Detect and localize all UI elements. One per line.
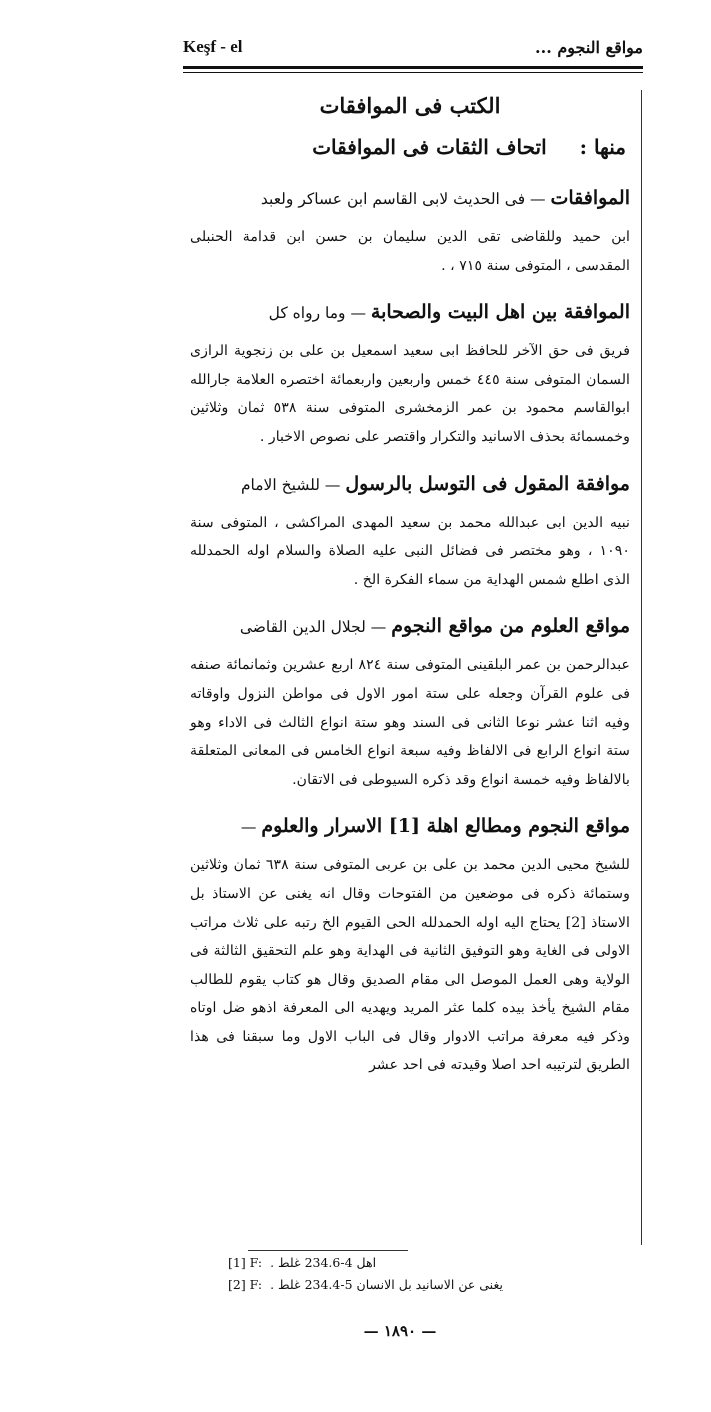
main-text (190, 84, 630, 1092)
footnote-marker: [2] F: (228, 1277, 263, 1292)
entry-title: مواقع النجوم ومطالع اهلة [1] الاسرار والعلوم (261, 815, 630, 838)
entry-title: الموافقة بين اهل البيت والصحابة (370, 301, 630, 324)
entry-title: الموافقات (550, 187, 630, 209)
entry (190, 464, 630, 595)
header-rule-thick (183, 66, 643, 69)
margin-rule (641, 90, 642, 1245)
entry-separator: — (525, 190, 551, 208)
subtitle-text: اتحاف الثقات فى الموافقات (312, 135, 547, 159)
entry-body: عبدالرحمن بن عمر البلقينى المتوفى سنة ٨٢٤ اربع عشرين وثمانمائة صنفه فى علوم القرآن وجعله على ستة امور الاول فى مواطن النزول واوقاته وفيه اثنا عشر نوعا الثانى فى السند وهو ستة انواع الثالث فى الاداء وهو ستة انواع الرابع فى الالفاظ وفيه سبعة انواع الخامس فى المعانى المتعلقة بالالفاظ وفيه خمسة انواع وقد ذكره السيوطى فى الاتقان. (190, 657, 630, 788)
entry (190, 806, 630, 1080)
entry-title: موافقة المقول فى التوسل بالرسول (345, 472, 630, 495)
footnote-text: اهل 4-234.6 غلط . (270, 1255, 377, 1270)
entry-title: مواقع العلوم من مواقع النجوم (391, 615, 630, 638)
page-number: — ١٨٩٠ — (363, 1322, 437, 1340)
entry-heading (190, 292, 630, 333)
header-left-text: Keşf - el (183, 37, 243, 56)
entry (190, 292, 630, 451)
footnote (228, 1252, 428, 1274)
entry-body: نبيه الدين ابى عبدالله محمد بن سعيد المهدى المراكشى ، المتوفى سنة ١٠٩٠ ، وهو مختصر فى فضائل النبى عليه الصلاة والسلام اوله الحمدلله الذى اطلع شمس الهداية من سماء الفكرة الخ . (190, 514, 630, 588)
entry-body: فريق فى حق الآخر للحافظ ابى سعيد اسمعيل بن على بن زنجوية الرازى السمان المتوفى سنة ٤٤٥ خمس واربعين واربعمائة اختصره العلامة جارالله ابوالقاسم محمود بن عمر الزمخشرى المتوفى سنة ٥٣٨ ثمان وثلاثين وخمسمائة بحذف الاسانيد والتكرار واقتصر على نصوص الاخبار . (190, 343, 630, 445)
header-right-text: مواقع النجوم ... (535, 37, 643, 57)
section-title: الكتب فى الموافقات (319, 93, 501, 118)
entry-separator: — (240, 818, 262, 837)
entry-heading (190, 464, 630, 505)
subtitle-label: منها : (579, 135, 626, 159)
footnote-text: يغنى عن الاسانيد بل الانسان 5-234.4 غلط . (270, 1277, 503, 1292)
entry-lead: وما رواه كل (268, 304, 346, 323)
footnotes (228, 1252, 503, 1296)
section-subtitle (190, 128, 630, 166)
footnote-marker: [1] F: (228, 1255, 263, 1270)
entry (190, 178, 630, 280)
entry-lead: للشيخ الامام (240, 475, 320, 494)
entry-heading (190, 606, 630, 647)
entry-body: للشيخ محيى الدين محمد بن على بن عربى المتوفى سنة ٦٣٨ ثمان وثلاثين وستمائة ذكره فى موضعين من الفتوحات وقال انه يغنى عن الاستاذ بل الاستاذ [2] يحتاج اليه اوله الحمدلله الحى القيوم الخ رتبه على ثلاث مراتب الاولى فى الغاية وهو التوفيق الثانية فى الهداية وهو علم التحقيق الثالثة فى الولاية وهى العمل الموصل الى مقام الصديق وقال هو كتاب يقوم للطالب مقام الشيخ يأخذ بيده كلما عثر المريد ويهديه الى المعرفة اذهو ضل اوتاه وذكر فيه معرفة مراتب الادوار وقال فى الباب الاول وما سبقنا فى هذا الطريق لترتيبه احد اصلا وقيدته فى احد عشر (190, 857, 630, 1074)
footnote (228, 1274, 503, 1296)
entry-heading (190, 178, 630, 219)
entry (190, 606, 630, 794)
running-header (183, 30, 643, 64)
entry-separator: — (365, 618, 392, 637)
footnote-rule (248, 1250, 408, 1251)
entry-separator: — (320, 475, 346, 494)
entry-lead: فى الحديث لابى القاسم ابن عساكر ولعبد (260, 190, 526, 208)
entry-body: ابن حميد وللقاضى تقى الدين سليمان بن حسن ابن قدامة الحنبلى المقدسى ، المتوفى سنة ٧١٥ ، . (190, 229, 630, 274)
entry-lead: لجلال الدين القاضى (239, 618, 366, 637)
header-rule-thin (183, 72, 643, 73)
entry-separator: — (345, 304, 371, 323)
entry-heading (190, 806, 630, 847)
